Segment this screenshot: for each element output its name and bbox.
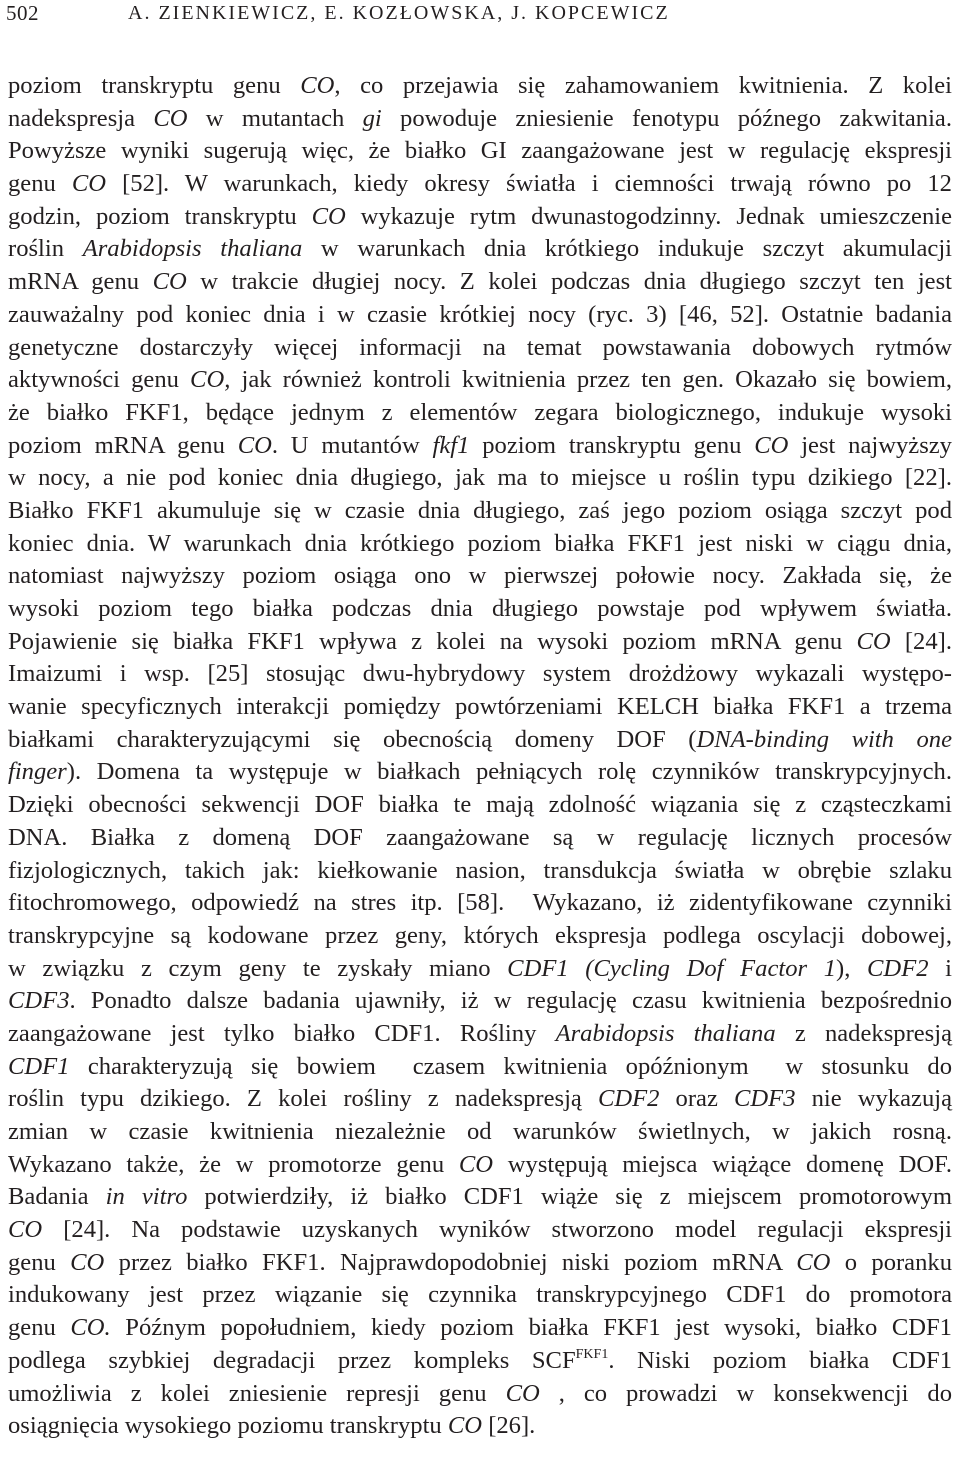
text-line [8, 626, 952, 659]
italic-text: CO [70, 1248, 105, 1276]
text-line [8, 1279, 952, 1312]
text-run: . Ponadto dalsze badania ujawniły, iż w regulację czasu kwitnienia bezpośrednio [69, 987, 952, 1015]
text-run: Późnym popołudniem, kiedy poziom białka FKF1 jest wysoki, białko CDF1 [110, 1314, 952, 1342]
text-run: ). Domena ta występuje w białkach pełniących rolę czynników transkrypcyjnych. [66, 758, 952, 786]
text-run: Wykazano także, że w promotorze genu [8, 1150, 459, 1178]
text-run: transkrypcyjne są kodowane przez geny, których ekspresja podlega oscylacji dobowej, [8, 921, 952, 949]
text-run: o poranku [830, 1248, 952, 1276]
text-line [8, 724, 952, 757]
italic-text: CO [447, 1412, 483, 1440]
text-run: oraz [659, 1085, 734, 1113]
italic-text: Arabidopsis thaliana [555, 1019, 776, 1047]
text-line [8, 1018, 952, 1051]
italic-text: CDF3 [8, 987, 70, 1015]
text-line [8, 1378, 952, 1411]
italic-text: finger [8, 758, 67, 786]
text-run: podlega szybkiej degradacji przez kompleks SCF [8, 1346, 576, 1374]
text-run: osiągnięcia wysokiego poziomu transkryptu [8, 1412, 448, 1440]
text-run: poziom mRNA genu [8, 431, 238, 459]
text-line [8, 332, 952, 365]
text-line [8, 953, 952, 986]
italic-text: CO, [190, 366, 231, 394]
text-line [8, 299, 952, 332]
text-run: [52]. W warunkach, kiedy okresy światła i ciemności trwają równo po 12 [106, 170, 952, 198]
text-run: . U mutantów [271, 431, 433, 459]
text-run: Białko FKF1 akumuluje się w czasie dnia długiego, zaś jego poziom osiąga szczyt pod [8, 496, 952, 524]
text-line [8, 1149, 952, 1182]
text-line [8, 201, 952, 234]
italic-text: CDF1 [8, 1052, 70, 1080]
text-run: wykazuje rytm dwunastogodzinny. Jednak umieszczenie [345, 202, 952, 230]
text-run: DNA. Białka z domeną DOF zaangażowane są w regulację licznych procesów [8, 823, 952, 851]
text-line [8, 233, 952, 266]
italic-text: CDF1 (Cycling Dof Factor 1 [507, 954, 837, 982]
text-line [8, 920, 952, 953]
text-line [8, 364, 952, 397]
text-line [8, 789, 952, 822]
italic-text: CO [796, 1248, 831, 1276]
text-run: poziom transkryptu genu [469, 431, 755, 459]
italic-text: CO [754, 431, 789, 459]
text-run: z nadekspresją [775, 1019, 952, 1047]
italic-text: DNA-binding with one [696, 725, 952, 753]
italic-text: CO [237, 431, 272, 459]
text-line [8, 70, 952, 103]
text-line [8, 495, 952, 528]
italic-text: in vitro [105, 1183, 188, 1211]
text-line [8, 1410, 952, 1443]
text-run: potwierdziły, iż białko CDF1 wiąże się z miejscem promotorowym [187, 1183, 952, 1211]
text-run: godzin, poziom transkryptu [8, 202, 312, 230]
text-line [8, 462, 952, 495]
italic-text: CO [856, 627, 891, 655]
text-line [8, 103, 952, 136]
italic-text: CDF2 [597, 1085, 660, 1113]
text-run: że białko FKF1, będące jednym z elementów zegara biologicznego, indukuje wysoki [8, 398, 952, 426]
text-run: roślin typu dzikiego. Z kolei rośliny z nadekspresją [8, 1085, 598, 1113]
text-line [8, 397, 952, 430]
italic-text: CO [300, 72, 335, 99]
text-run: i [928, 954, 952, 982]
text-run: przez białko FKF1. Najprawdopodobniej niski poziom mRNA [104, 1248, 797, 1276]
text-run: wysoki poziom tego białka podczas dnia długiego powstaje pod wpływem światła. [8, 595, 952, 622]
text-run: jest najwyższy [788, 431, 952, 459]
text-run: mRNA genu [8, 268, 153, 296]
text-line [8, 887, 952, 920]
text-line [8, 135, 952, 168]
italic-text: CDF2 [867, 954, 929, 982]
text-line [8, 1345, 952, 1378]
italic-text: CO [8, 1216, 43, 1244]
text-run: . Niski poziom białka CDF1 [608, 1346, 952, 1374]
text-run: w trakcie długiej nocy. Z kolei podczas dnia długiego szczyt ten jest [186, 268, 952, 296]
text-run: w związku z czym geny te zyskały miano [8, 954, 508, 982]
text-run: indukowany jest przez wiązanie się czynnika transkrypcyjnego CDF1 do promotora [8, 1281, 952, 1309]
text-run: , co prowadzi w konsekwencji do [539, 1379, 952, 1407]
text-line [8, 430, 952, 463]
text-run: Powyższe wyniki sugerują więc, że białko GI zaangażowane jest w regulację ekspresji [8, 137, 952, 165]
text-line [8, 1116, 952, 1149]
text-line [8, 756, 952, 789]
superscript-text: FKF1 [575, 1346, 609, 1362]
running-header-authors: A. ZIENKIEWICZ, E. KOZŁOWSKA, J. KOPCEWICZ [128, 2, 670, 24]
italic-text: gi [362, 104, 382, 132]
text-run: genu [8, 1314, 71, 1342]
text-run: charakteryzują się bowiem czasem kwitnienia opóźnionym w stosunku do [69, 1052, 952, 1080]
text-run: roślin [8, 235, 83, 263]
text-run: zaangażowane jest tylko białko CDF1. Rośliny [8, 1019, 556, 1047]
text-line [8, 1051, 952, 1084]
text-run: w mutantach [187, 104, 363, 132]
text-line [8, 168, 952, 201]
italic-text: CO [152, 268, 187, 296]
text-line [8, 822, 952, 855]
text-run: [24]. [890, 627, 952, 655]
text-run: koniec dnia. W warunkach dnia krótkiego poziom białka FKF1 jest niski w ciągu dnia, [8, 529, 952, 557]
text-line [8, 1247, 952, 1280]
text-run: Badania [8, 1183, 106, 1211]
text-run: występują miejsca wiążące domenę DOF. [493, 1150, 952, 1178]
text-line [8, 1312, 952, 1345]
text-run: fitochromowego, odpowiedź na stres itp. [58]. Wykazano, iż zidentyfikowane czynniki [8, 889, 952, 917]
italic-text: CO [71, 170, 107, 198]
italic-text: Arabidopsis thaliana [82, 235, 303, 263]
text-run: powoduje zniesienie fenotypu późnego zakwitania. [381, 104, 952, 132]
text-line [8, 985, 952, 1018]
text-line [8, 691, 952, 724]
italic-text: CO [311, 202, 346, 230]
text-run: nadekspresja [8, 104, 154, 132]
text-line [8, 528, 952, 561]
text-run: Pojawienie się białka FKF1 wpływa z kolei na wysoki poziom mRNA genu [8, 627, 857, 655]
italic-text: CO [505, 1379, 540, 1407]
text-run: natomiast najwyższy poziom osiąga ono w pierwszej połowie nocy. Zakłada się, że [8, 562, 952, 590]
italic-text: fkf1 [432, 431, 470, 459]
text-line [8, 855, 952, 888]
text-run: Imaizumi i wsp. [25] stosując dwu-hybrydowy system drożdżowy wykazali występo- [8, 660, 952, 688]
text-line [8, 560, 952, 593]
text-line [8, 1181, 952, 1214]
text-run: aktywności genu [8, 366, 191, 394]
text-run: genu [8, 170, 72, 198]
body-paragraph [8, 70, 952, 1443]
text-run: zmian w czasie kwitnienia niezależnie od warunków świetlnych, w jakich rosną. [8, 1118, 952, 1145]
text-run: ), [836, 954, 868, 982]
text-run: poziom transkryptu genu [8, 72, 301, 99]
text-run: jak również kontroli kwitnienia przez ten gen. Okazało się bowiem, [230, 366, 952, 394]
italic-text: CO. [70, 1314, 111, 1342]
text-line [8, 658, 952, 691]
text-line [8, 593, 952, 626]
page-number: 502 [6, 1, 39, 25]
text-run: , co przejawia się zahamowaniem kwitnienia. Z kolei [334, 72, 952, 99]
text-run: Dzięki obecności sekwencji DOF białka te mają zdolność wiązania się z cząsteczkami [8, 791, 952, 819]
text-run: w warunkach dnia krótkiego indukuje szczyt akumulacji [302, 235, 952, 263]
text-run: umożliwia z kolei zniesienie represji genu [8, 1379, 506, 1407]
text-run: fizjologicznych, takich jak: kiełkowanie nasion, transdukcja światła w obrębie szlaku [8, 856, 952, 884]
text-run: zauważalny pod koniec dnia i w czasie krótkiej nocy (ryc. 3) [46, 52]. Ostatnie badania [8, 300, 952, 328]
italic-text: CO [458, 1150, 494, 1178]
text-line [8, 266, 952, 299]
text-run: nie wykazują [795, 1085, 952, 1113]
running-header [6, 0, 670, 26]
text-run: białkami charakteryzującymi się obecnością domeny DOF ( [8, 725, 697, 753]
text-run: genu [8, 1248, 71, 1276]
italic-text: CO [153, 104, 188, 132]
text-run: [24]. Na podstawie uzyskanych wyników stworzono model regulacji ekspresji [42, 1216, 952, 1244]
text-run: [26]. [482, 1412, 536, 1440]
text-run: wanie specyficznych interakcji pomiędzy powtórzeniami KELCH białka FKF1 a trzema [8, 693, 952, 721]
text-line [8, 1083, 952, 1116]
text-run: genetyczne dostarczyły więcej informacji na temat powstawania dobowych rytmów [8, 333, 952, 361]
italic-text: CDF3 [734, 1085, 796, 1113]
text-run: w nocy, a nie pod koniec dnia długiego, jak ma to miejsce u roślin typu dzikiego [22]. [8, 464, 952, 492]
text-line [8, 1214, 952, 1247]
